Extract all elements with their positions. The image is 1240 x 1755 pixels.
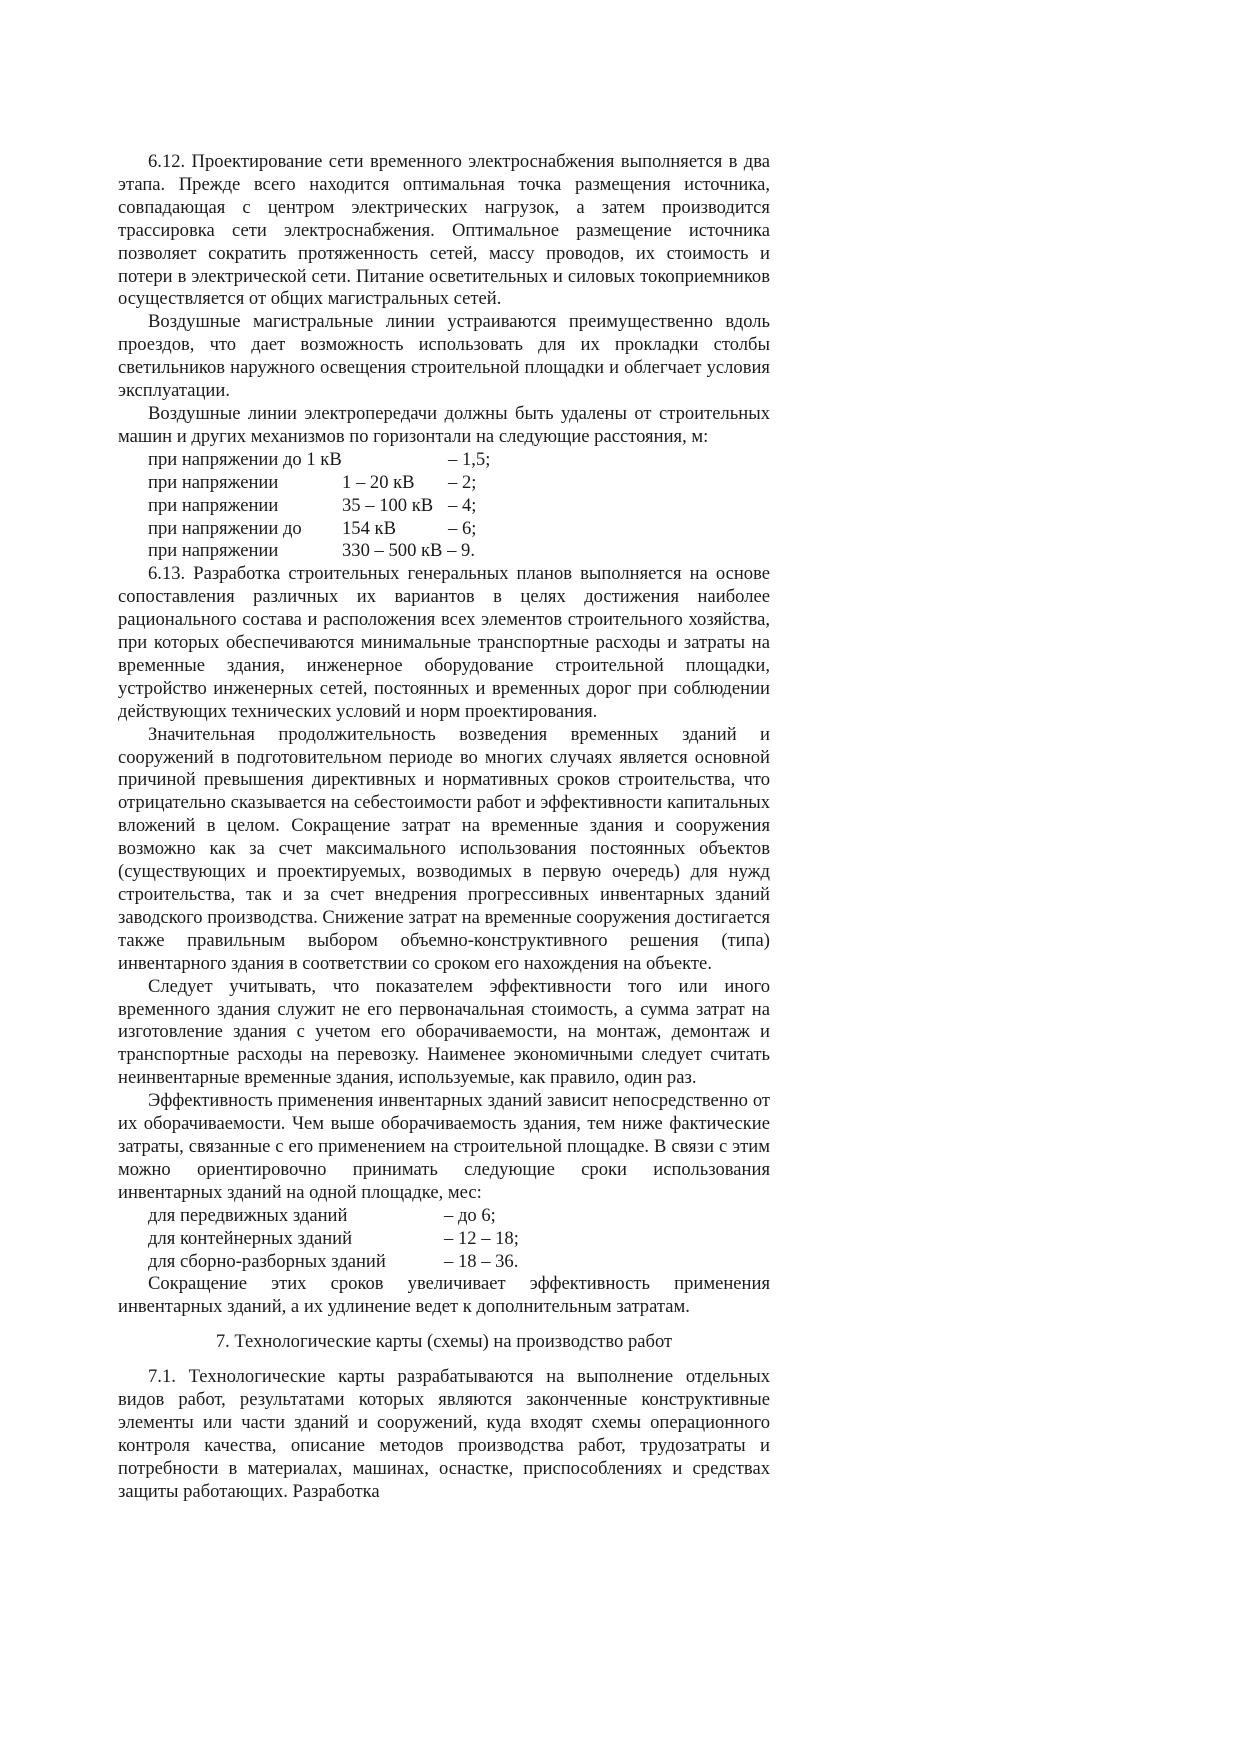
usage-term: – до 6; xyxy=(444,1204,496,1226)
voltage-range xyxy=(342,449,448,472)
list-item xyxy=(118,540,770,563)
distance-value: – 2; xyxy=(448,471,477,493)
voltage-label: при напряжении xyxy=(148,471,279,493)
voltage-range: 35 – 100 кВ xyxy=(342,494,434,516)
paragraph-6-12: 6.12. Проектирование сети временного электроснабжения выполняется в два этапа. Прежде всего находится оптимальная точка размещения источника, совпадающая с центром электрических нагрузок, а затем производится трассировка сети электроснабжения. Оптимальное размещение источника позволяет сократить протяженность сетей, массу проводов, их стоимость и потери в электрической сети. Питание осветительных и силовых токоприемников осуществляется от общих магистральных сетей. xyxy=(118,151,770,310)
building-type: для передвижных зданий xyxy=(148,1204,348,1226)
paragraph-overhead-main-lines: Воздушные магистральные линии устраиваются преимущественно вдоль проездов, что дает возможность использовать для их прокладки столбы светильников наружного освещения строительной площадки и облегчает условия эксплуатации. xyxy=(118,311,770,402)
voltage-range: 330 – 500 кВ – 9. xyxy=(342,540,475,562)
list-item xyxy=(118,472,770,495)
voltage-label: при напряжении xyxy=(148,540,279,562)
paragraph-6-13: 6.13. Разработка строительных генеральных планов выполняется на основе сопоставления различных их вариантов в целях достижения наиболее рационального состава и расположения всех элементов строительного хозяйства, при которых обеспечиваются минимальные транспортные расходы и затраты на временные здания, инженерное оборудование строительной площадки, устройство инженерных сетей, постоянных и временных дорог при соблюдении действующих технических условий и норм проектирования. xyxy=(118,563,770,722)
voltage-distance-list xyxy=(118,449,770,564)
list-item xyxy=(118,1228,770,1251)
section-7-heading: 7. Технологические карты (схемы) на производство работ xyxy=(215,1331,673,1353)
paragraph-temporary-buildings-duration: Значительная продолжительность возведения временных зданий и сооружений в подготовительном периоде во многих случаях является основной причиной превышения директивных и нормативных сроков строительства, что отрицательно сказывается на себестоимости работ и эффективности капитальных вложений в целом. Сокращение затрат на временные здания и сооружения возможно как за счет максимального использования постоянных объектов (существующих и проектируемых, возводимых в первую очередь) для нужд строительства, так и за счет внедрения прогрессивных инвентарных зданий заводского производства. Снижение затрат на временные сооружения достигается также правильным выбором объемно-конструктивного решения (типа) инвентарного здания в соответствии со сроком его нахождения на объекте. xyxy=(118,723,770,974)
building-type: для сборно-разборных зданий xyxy=(148,1250,386,1272)
paragraph-7-1: 7.1. Технологические карты разрабатываются на выполнение отдельных видов работ, результатами которых являются законченные конструктивные элементы или части зданий и сооружений, куда входят схемы операционного контроля качества, описание методов производства работ, трудозатраты и потребности в материалах, машинах, оснастке, приспособлениях и средствах защиты работающих. Разработка xyxy=(118,1366,770,1502)
usage-term: – 12 – 18; xyxy=(444,1227,519,1249)
voltage-range: 154 кВ xyxy=(342,517,396,539)
paragraph-efficiency-indicator: Следует учитывать, что показателем эффективности того или иного временного здания служит не его первоначальная стоимость, а сумма затрат на изготовление здания с учетом его оборачиваемости, на монтаж, демонтаж и транспортные расходы на перевозку. Наименее экономичными следует считать неинвентарные временные здания, используемые, как правило, один раз. xyxy=(118,975,770,1089)
distance-value: – 4; xyxy=(448,494,477,516)
voltage-label: при напряжении xyxy=(148,494,279,516)
usage-terms-list xyxy=(118,1205,770,1274)
paragraph-inventory-efficiency: Эффективность применения инвентарных зданий зависит непосредственно от их оборачиваемости. Чем выше оборачиваемость здания, тем ниже фактические затраты, связанные с его применением на строительной площадке. В связи с этим можно ориентировочно принимать следующие сроки использования инвентарных зданий на одной площадке, мес: xyxy=(118,1090,770,1203)
usage-term: – 18 – 36. xyxy=(444,1250,519,1272)
list-item xyxy=(118,518,770,541)
voltage-label: при напряжении до xyxy=(148,517,302,539)
document-page xyxy=(118,151,770,1504)
voltage-range: 1 – 20 кВ xyxy=(342,471,415,493)
distance-value: – 1,5; xyxy=(448,448,491,470)
building-type: для контейнерных зданий xyxy=(148,1227,353,1249)
list-item xyxy=(118,495,770,518)
paragraph-overhead-distances: Воздушные линии электропередачи должны быть удалены от строительных машин и других механизмов по горизонтали на следующие расстояния, м: xyxy=(118,402,770,447)
list-item xyxy=(118,449,770,472)
list-item xyxy=(118,1251,770,1274)
distance-value: – 6; xyxy=(448,517,477,539)
paragraph-term-reduction: Сокращение этих сроков увеличивает эффективность применения инвентарных зданий, а их удлинение ведет к дополнительным затратам. xyxy=(118,1273,770,1318)
list-item xyxy=(118,1205,770,1228)
voltage-label: при напряжении до 1 кВ xyxy=(148,448,342,470)
